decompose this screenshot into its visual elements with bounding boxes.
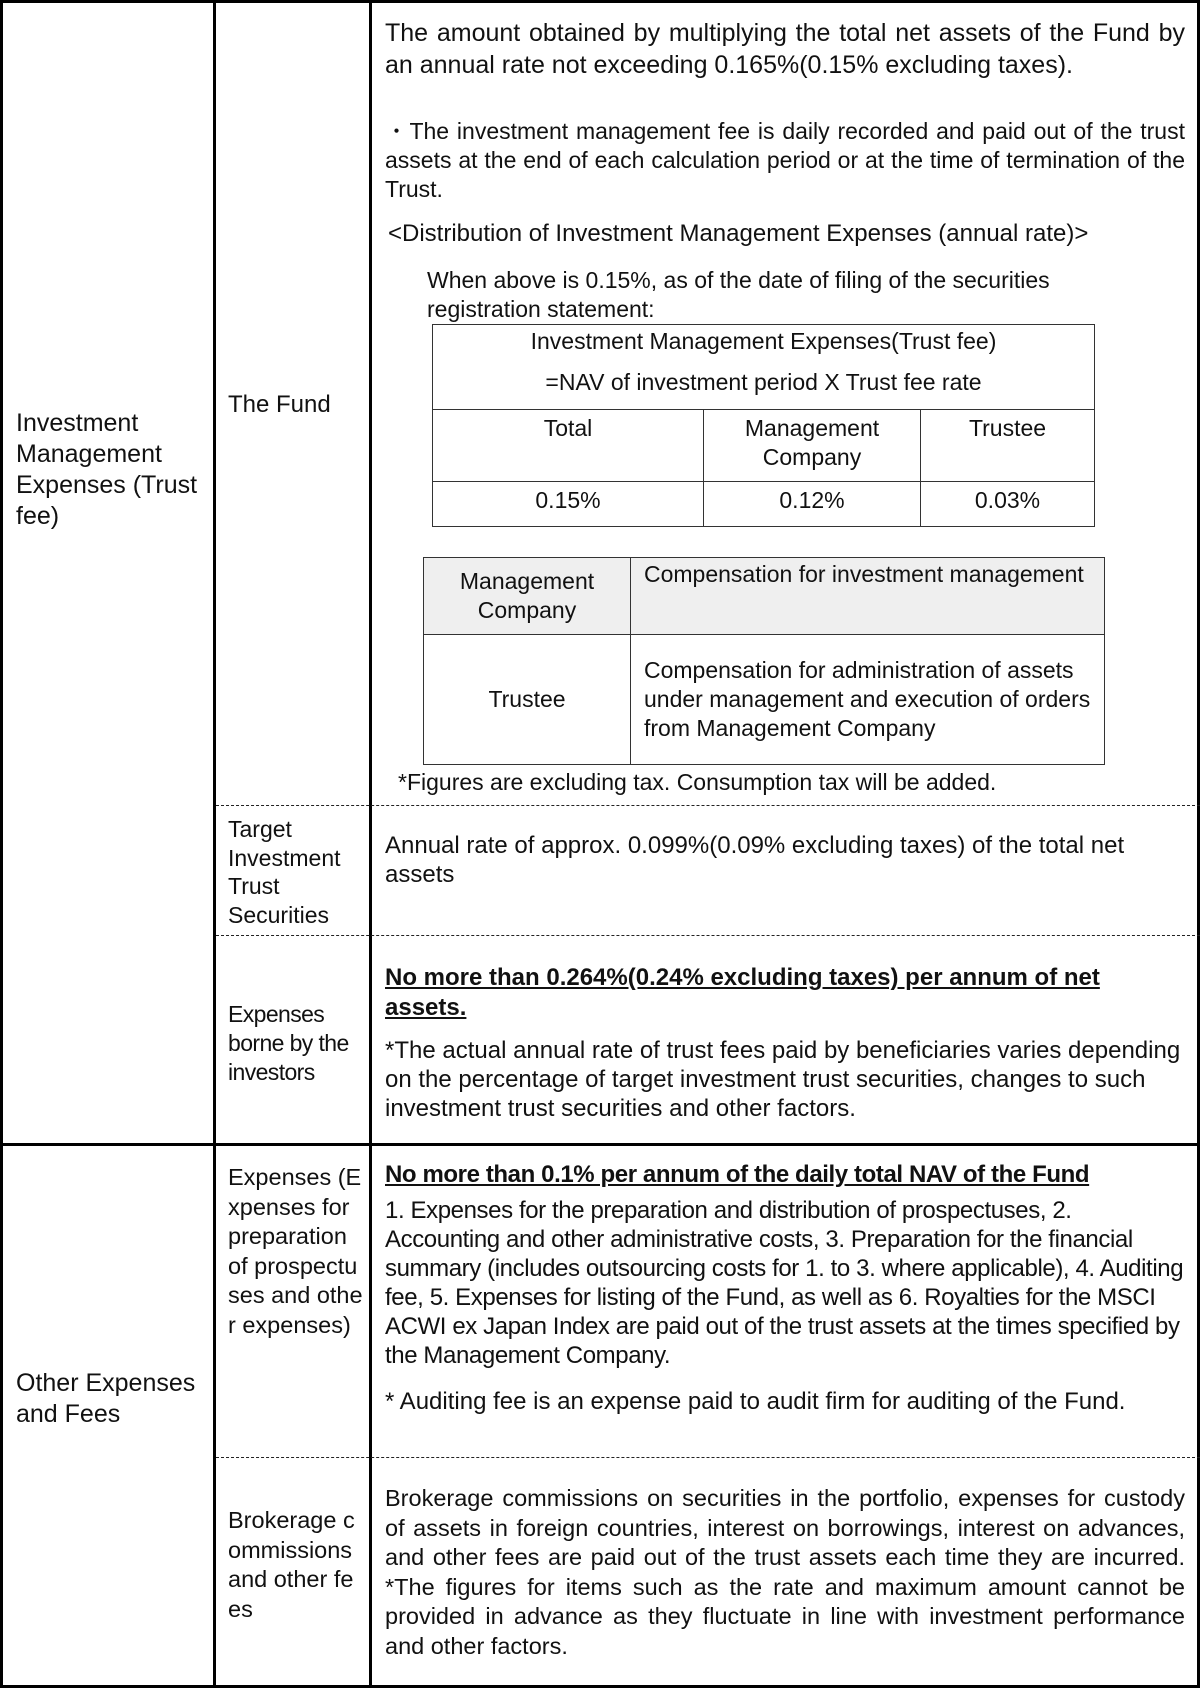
- header-total: Total: [433, 410, 704, 482]
- role-desc-trustee: Compensation for administration of assets under management and execution of orders from Management Company: [631, 635, 1105, 765]
- dashed-divider: [216, 935, 1200, 936]
- value-management-company: 0.12%: [704, 482, 921, 527]
- category-investment-management: Investment Management Expenses (Trust fee): [16, 409, 198, 530]
- trust-fee-formula-line2: =NAV of investment period X Trust fee rate: [545, 369, 982, 395]
- sub-label-target-investment: Target Investment Trust Securities: [228, 816, 341, 928]
- column-divider: [369, 0, 372, 1688]
- investor-fee-note: *The actual annual rate of trust fees paid by beneficiaries varies depending on the percentage of target investment trust securities, changes to such investment trust securities and other factors.: [385, 1037, 1181, 1122]
- value-trustee: 0.03%: [921, 482, 1095, 527]
- preparation-expenses-list: 1. Expenses for the preparation and distribution of prospectuses, 2. Accounting and other administrative costs, 3. Preparation for the financial summary (includes outsourcing costs for 1. to 3. where applicable), 4. Auditing fee, 5. Expenses for listing of the Fund, as well as 6. Royalties for the MSCI ACWI ex Japan Index are paid out of the trust assets at the times specified by the Management Company.: [385, 1197, 1184, 1369]
- trust-fee-formula: [433, 325, 1095, 410]
- sub-label-borne-by-investors: Expenses borne by the investors: [228, 1001, 349, 1085]
- distribution-note: When above is 0.15%, as of the date of filing of the securities registration statement:: [427, 267, 1050, 322]
- sub-label-brokerage: Brokerage commissions and other fees: [228, 1507, 355, 1622]
- investor-fee-headline: No more than 0.264%(0.24% excluding taxes) per annum of net assets.: [385, 964, 1100, 1021]
- compensation-role-table: [423, 557, 1105, 765]
- brokerage-description: Brokerage commissions on securities in the portfolio, expenses for custody of assets in foreign countries, interest on borrowings, interest on advances, and other fees are paid out of the trust assets each time they are incurred. *The figures for items such as the rate and maximum amount cannot be provided in advance as they fluctuate in line with investment performance and other factors.: [385, 1485, 1185, 1659]
- category-other-expenses: Other Expenses and Fees: [16, 1369, 196, 1428]
- distribution-title: <Distribution of Investment Management Expenses (annual rate)>: [388, 220, 1089, 247]
- role-party-management-company: Management Company: [424, 558, 631, 635]
- header-trustee: Trustee: [921, 410, 1095, 482]
- role-party-trustee: Trustee: [424, 635, 631, 765]
- target-investment-fee: Annual rate of approx. 0.099%(0.09% excluding taxes) of the total net assets: [385, 832, 1125, 888]
- column-divider: [213, 0, 216, 1688]
- dashed-divider: [216, 805, 1200, 806]
- tax-footnote: *Figures are excluding tax. Consumption tax will be added.: [398, 769, 997, 795]
- sub-label-the-fund: The Fund: [228, 391, 331, 418]
- row-divider: [0, 1143, 1200, 1146]
- auditing-fee-note: * Auditing fee is an expense paid to audit firm for auditing of the Fund.: [385, 1388, 1126, 1415]
- value-total: 0.15%: [433, 482, 704, 527]
- preparation-expenses-headline: No more than 0.1% per annum of the daily total NAV of the Fund: [385, 1161, 1090, 1188]
- fund-fee-description: The amount obtained by multiplying the total net assets of the Fund by an annual rate not exceeding 0.165%(0.15% excluding taxes).: [385, 19, 1185, 79]
- trust-fee-distribution-table: [432, 324, 1095, 527]
- trust-fee-formula-line1: Investment Management Expenses(Trust fee): [530, 328, 997, 354]
- header-management-company: Management Company: [704, 410, 921, 482]
- fund-fee-recording-note: ・The investment management fee is daily recorded and paid out of the trust assets at the end of each calculation period or at the time of termination of the Trust.: [385, 118, 1185, 202]
- role-desc-management-company: Compensation for investment management: [631, 558, 1105, 635]
- sub-label-preparation-expenses: Expenses (Expenses for preparation of prospectuses and other expenses): [228, 1164, 363, 1338]
- dashed-divider: [216, 1457, 1200, 1458]
